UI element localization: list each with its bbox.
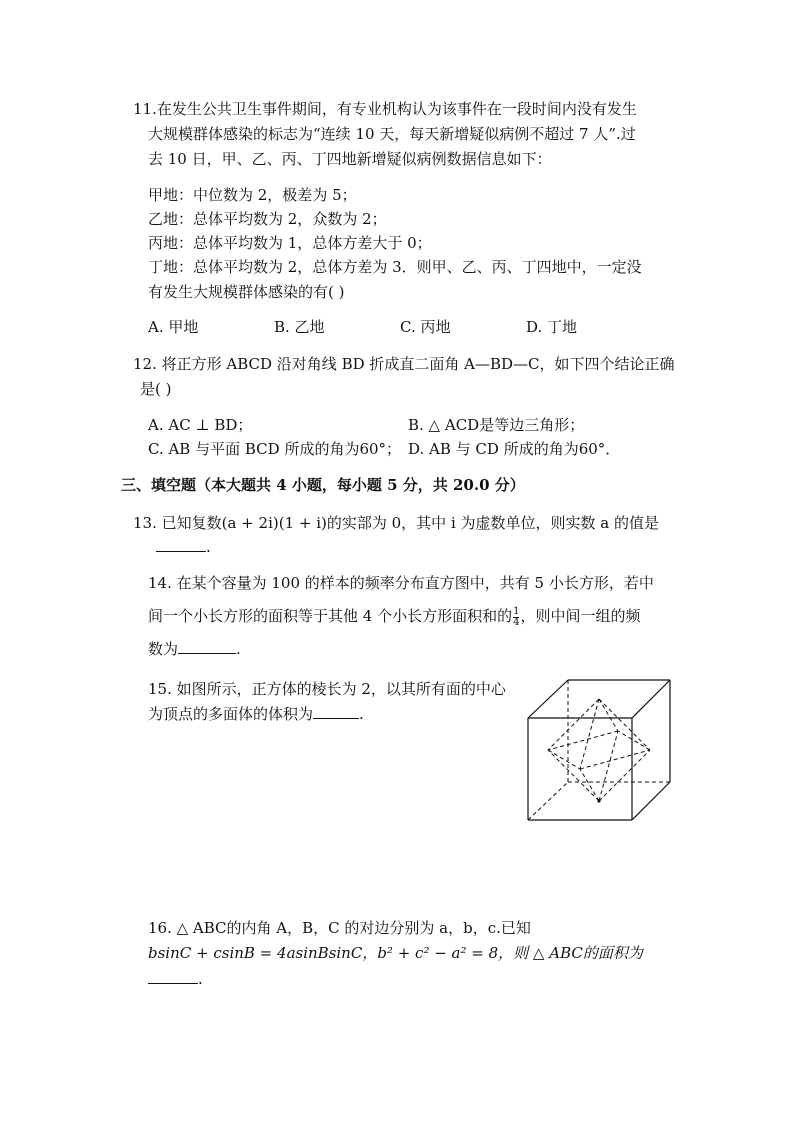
- octahedron-vertex: [597, 799, 600, 802]
- q14-line2-end: ，则中间一组的频: [520, 607, 641, 625]
- q12-option-b: B. △ ACD是等边三角形；: [408, 416, 585, 434]
- octahedron-edge: [599, 699, 650, 750]
- cube-hidden-edge: [528, 782, 568, 820]
- q12-line1: 12. 将正方形 ABCD 沿对角线 BD 折成直二面角 A—BD—C，如下四个结论正确: [133, 355, 675, 373]
- q15-line2: [148, 702, 364, 726]
- q16-answer-line: [148, 967, 203, 991]
- q15-answer-blank[interactable]: [313, 704, 359, 719]
- q14-frac-num: 1: [513, 605, 520, 617]
- q11-option-a: A. 甲地: [148, 318, 199, 336]
- cube-edge: [528, 680, 568, 718]
- q12-option-d: D. AB 与 CD 所成的角为60°．: [408, 440, 621, 458]
- q11-option-d: D. 丁地: [526, 318, 578, 336]
- q16-line2: bsinC + csinB = 4asinBsinC，b² + c² − a² = 8，则 △ ABC的面积为: [148, 944, 643, 962]
- q11-line3: 去 10 日，甲、乙、丙、丁四地新增疑似病例数据信息如下：: [148, 150, 552, 168]
- q12-option-a: A. AC ⊥ BD；: [148, 416, 253, 434]
- q15-tail: .: [359, 705, 364, 723]
- q15-line1: 15. 如图所示，正方体的棱长为 2，以其所有面的中心: [148, 680, 506, 698]
- q11-line2: 大规模群体感染的标志为“连续 10 天，每天新增疑似病例不超过 7 人”.过: [148, 125, 636, 143]
- octahedron-edge: [548, 731, 618, 750]
- q11-line4: 甲地：中位数为 2，极差为 5；: [148, 186, 357, 204]
- q13-answer-blank[interactable]: [156, 537, 206, 552]
- q14-line3: [148, 637, 241, 661]
- q14-fraction: [513, 607, 519, 628]
- q13-tail: .: [206, 538, 211, 556]
- octahedron-edge: [599, 731, 618, 801]
- octahedron-edge: [580, 699, 599, 769]
- q14-answer-blank[interactable]: [178, 639, 236, 654]
- q12-line2: 是( ): [140, 380, 172, 398]
- q16-line1: 16. △ ABC的内角 A，B，C 的对边分别为 a，b，c.已知: [148, 919, 531, 937]
- q14-line1: 14. 在某个容量为 100 的样本的频率分布直方图中，共有 5 小长方形，若中: [148, 574, 654, 592]
- q14-line3-start: 数为: [148, 640, 179, 658]
- q16-tail: .: [198, 970, 203, 988]
- q11-line6: 丙地：总体平均数为 1，总体方差大于 0；: [148, 234, 432, 252]
- octahedron-edge: [599, 750, 650, 801]
- q11-line5: 乙地：总体平均数为 2，众数为 2；: [148, 210, 387, 228]
- cube-octahedron-figure: [520, 672, 676, 828]
- q11-option-c: C. 丙地: [400, 318, 451, 336]
- q13-line1: 13. 已知复数(a + 2i)(1 + i)的实部为 0，其中 i 为虚数单位，则实数 a 的值是: [133, 514, 659, 532]
- section3-heading: 三、填空题（本大题共 4 小题，每小题 5 分，共 20.0 分）: [121, 476, 525, 494]
- q14-frac-den: 4: [513, 616, 520, 628]
- q16-answer-blank[interactable]: [148, 969, 198, 984]
- q14-tail: .: [236, 640, 241, 658]
- q13-answer-line: [156, 535, 211, 559]
- q12-option-c: C. AB 与平面 BCD 所成的角为60°；: [148, 440, 402, 458]
- q11-line1: 11.在发生公共卫生事件期间，有专业机构认为该事件在一段时间内没有发生: [133, 100, 637, 118]
- q15-line2-start: 为顶点的多面体的体积为: [148, 705, 314, 723]
- q11-line8: 有发生大规模群体感染的有( ): [148, 283, 345, 301]
- octahedron-edge: [580, 750, 650, 769]
- q11-option-b: B. 乙地: [274, 318, 325, 336]
- q14-line2-start: 间一个小长方形的面积等于其他 4 个小长方形面积和的: [148, 607, 513, 625]
- octahedron-edge: [548, 699, 599, 750]
- q11-line7: 丁地：总体平均数为 2，总体方差为 3．则甲、乙、丙、丁四地中，一定没: [148, 258, 642, 276]
- q14-line2: [148, 604, 640, 628]
- cube-edge: [632, 782, 670, 820]
- cube-edge: [632, 680, 670, 718]
